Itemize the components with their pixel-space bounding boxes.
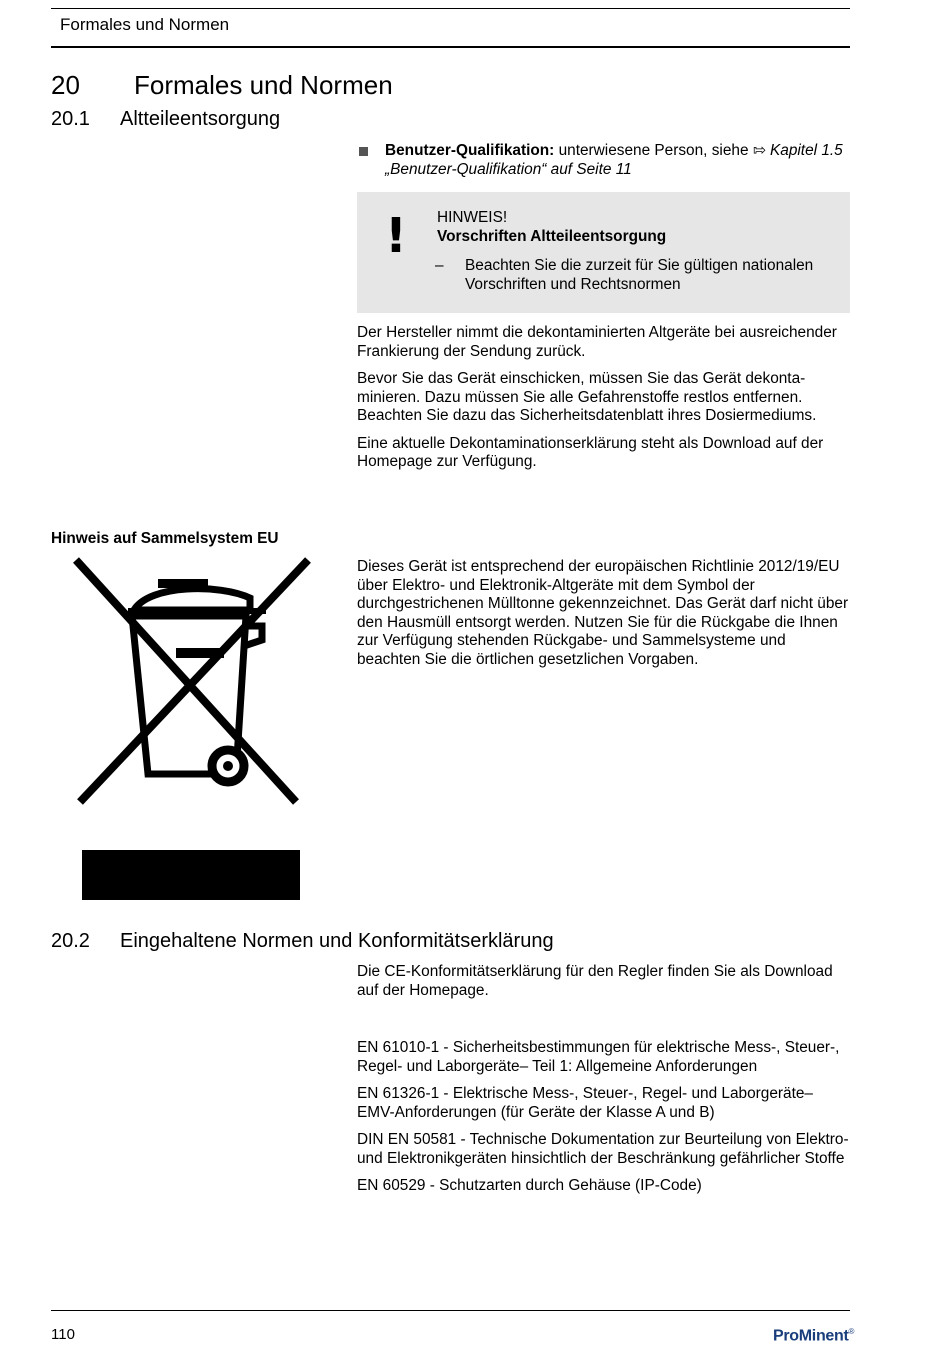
norm-item: EN 61326-1 - Elektrische Mess-, Steuer-, Regel- und Laborgeräte– EMV-Anforderungen (für Geräte der Klasse A und B) (357, 1085, 813, 1121)
qualification-text: unterwiesene Person, siehe (554, 142, 753, 159)
cross-reference-link[interactable]: Kapitel 1.5 „Benutzer-Qualifikation“ auf Seite 11 (385, 142, 843, 178)
notice-box (357, 192, 850, 313)
ce-declaration-text: Die CE-Konformitätserklärung für den Regler finden Sie als Download auf der Homepage. (357, 963, 833, 999)
header-top-rule (51, 8, 850, 9)
paragraph: Bevor Sie das Gerät einschicken, müssen Sie das Gerät dekontaminieren. Dazu müssen Sie alle Gefahrenstoffe restlos entfernen. Beachten Sie dazu das Sicherheitsdatenblatt ihres Dosiermediums. (357, 370, 817, 424)
norm-item: DIN EN 50581 - Technische Dokumentation zur Beurteilung von Elektro- und Elektronikgeräten hinsichtlich der Beschränkung gefährlicher Stoffe (357, 1131, 849, 1167)
section-title: Altteileentsorgung (120, 108, 281, 130)
black-bar (82, 850, 300, 900)
qualification-label: Benutzer-Qualifikation: (385, 142, 555, 159)
chapter-title: Formales und Normen (134, 70, 393, 100)
section-number: 20.1 (51, 108, 90, 130)
chapter-number: 20 (51, 70, 80, 100)
qualification-bullet (357, 142, 852, 179)
weee-explanation: Dieses Gerät ist entsprechend der europäischen Richtlinie 2012/19/EU über Elektro- und Elektronik-Altgeräte mit dem Symbol der durchgestrichenen Mülltonne gekennzeichnet. Das Gerät darf nicht über den Hausmüll entsorgt werden. Nutzen Sie für die Rückgabe die Ihnen zur Verfügung stehenden Rückgabe- und Sammelsysteme und beachten Sie die örtlichen gesetzlichen Vorgaben. (357, 558, 849, 668)
notice-dash: – (435, 257, 444, 274)
section-heading-20-1 (51, 108, 280, 131)
header-bottom-rule (51, 46, 850, 48)
logo-text: ProMinent (773, 1327, 849, 1345)
chapter-heading (51, 70, 393, 101)
section-title: Eingehaltene Normen und Konformitätserklärung (120, 930, 554, 952)
exclamation-icon: ! (385, 208, 407, 264)
cross-reference-arrow-icon: ⇰ (752, 142, 766, 159)
norm-item: EN 60529 - Schutzarten durch Gehäuse (IP-Code) (357, 1177, 702, 1194)
norm-item: EN 61010-1 - Sicherheitsbestimmungen für elektrische Mess-, Steuer-, Regel- und Laborgeräte– Teil 1: Allgemeine Anforderungen (357, 1039, 840, 1075)
paragraph: Der Hersteller nimmt die dekontaminierten Altgeräte bei ausreichender Frankierung der Sendung zurück. (357, 324, 837, 360)
crossed-out-wheelie-bin-icon (70, 556, 320, 806)
running-header: Formales und Normen (60, 15, 230, 34)
section-heading-20-2 (51, 930, 554, 953)
bullet-square-icon (359, 147, 368, 156)
page-number: 110 (51, 1326, 75, 1343)
notice-signal-word: HINWEIS! (437, 209, 508, 226)
norms-list (357, 1039, 852, 1205)
footer-rule (51, 1310, 850, 1311)
section-number: 20.2 (51, 930, 90, 952)
side-heading-eu-collection: Hinweis auf Sammelsystem EU (51, 530, 279, 547)
notice-item: Beachten Sie die zurzeit für Sie gültigen nationalen Vorschriften und Rechtsnormen (465, 257, 814, 293)
notice-heading: Vorschriften Altteileentsorgung (437, 227, 667, 245)
registered-mark: ® (848, 1327, 855, 1336)
paragraph: Eine aktuelle Dekontaminationserklärung steht als Download auf der Homepage zur Verfügung. (357, 434, 824, 470)
disposal-paragraphs (357, 324, 852, 481)
prominent-logo (773, 1327, 854, 1345)
